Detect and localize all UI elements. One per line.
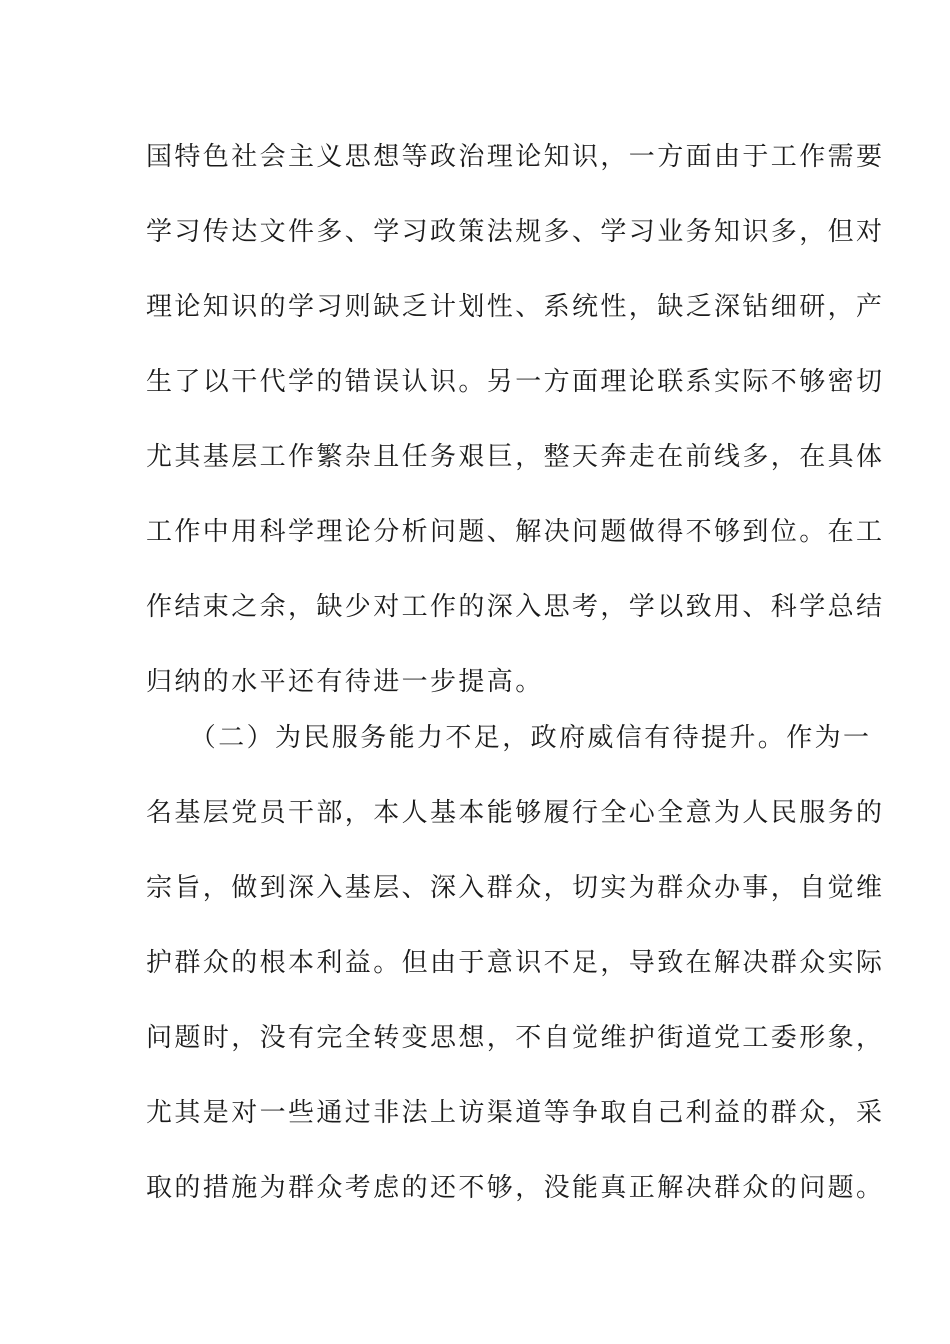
text-line: 工作中用科学理论分析问题、解决问题做得不够到位。在工 <box>146 517 885 547</box>
text-line: 生了以干代学的错误认识。另一方面理论联系实际不够密切 <box>146 367 885 397</box>
text-line: 归纳的水平还有待进一步提高。 <box>146 667 544 697</box>
section-heading-line: （二）为民服务能力不足，政府威信有待提升。作为一 <box>146 723 872 753</box>
text-line: 名基层党员干部，本人基本能够履行全心全意为人民服务的 <box>146 798 885 828</box>
text-line: 国特色社会主义思想等政治理论知识，一方面由于工作需要 <box>146 142 885 172</box>
text-line: 取的措施为群众考虑的还不够，没能真正解决群众的问题。 <box>146 1173 885 1203</box>
text-line: 护群众的根本利益。但由于意识不足，导致在解决群众实际 <box>146 948 885 978</box>
text-line: 作结束之余，缺少对工作的深入思考，学以致用、科学总结 <box>146 592 885 622</box>
text-line: 学习传达文件多、学习政策法规多、学习业务知识多，但对 <box>146 217 885 247</box>
text-line: 问题时，没有完全转变思想，不自觉维护街道党工委形象， <box>146 1023 885 1053</box>
text-line: 尤其基层工作繁杂且任务艰巨，整天奔走在前线多，在具体 <box>146 442 885 472</box>
text-line: 尤其是对一些通过非法上访渠道等争取自己利益的群众，采 <box>146 1098 885 1128</box>
text-line: 宗旨，做到深入基层、深入群众，切实为群众办事，自觉维 <box>146 873 885 903</box>
text-line: 理论知识的学习则缺乏计划性、系统性，缺乏深钻细研，产 <box>146 292 885 322</box>
